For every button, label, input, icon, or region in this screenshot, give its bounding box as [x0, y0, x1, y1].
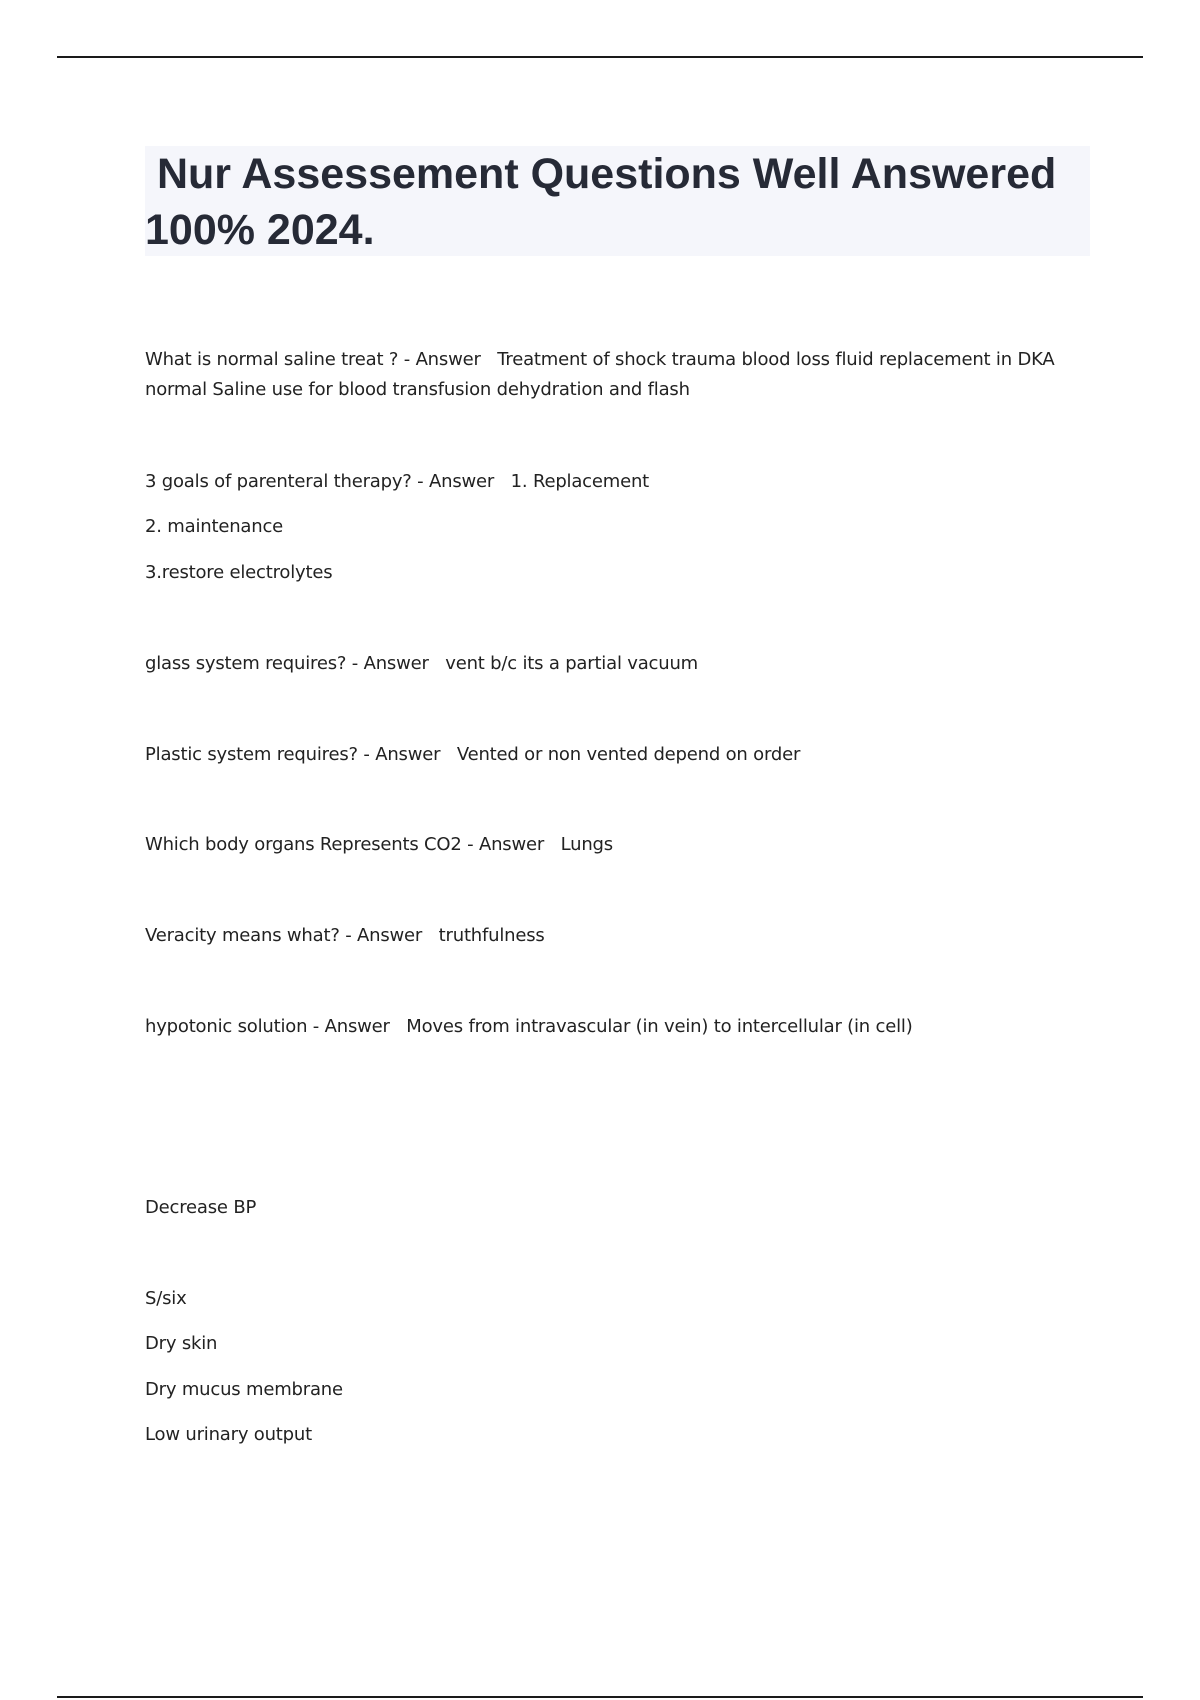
text-line-low-urinary: Low urinary output: [145, 1424, 312, 1445]
header-rule: [57, 56, 1143, 58]
answer-separator: - Answer: [339, 925, 439, 946]
question-text: Veracity means what?: [145, 925, 340, 946]
qa-item-glass-system: [145, 649, 698, 679]
qa-item-plastic-system: [145, 740, 800, 770]
text-line-s-six: S/six: [145, 1288, 187, 1309]
answer-text: vent b/c its a partial vacuum: [445, 653, 698, 674]
question-text: What is normal saline treat ?: [145, 349, 399, 370]
question-text: glass system requires?: [145, 653, 347, 674]
goal-line-2: 2. maintenance: [145, 516, 284, 537]
qa-item-parenteral-goals: [145, 467, 649, 497]
answer-separator: - Answer: [307, 1016, 407, 1037]
answer-separator: - Answer: [398, 349, 498, 370]
question-text: Plastic system requires?: [145, 744, 358, 765]
document-title: Nur Assessement Questions Well Answered 100% 2024.: [145, 150, 1069, 254]
footer-rule: [57, 1696, 1143, 1698]
text-line-decrease-bp: Decrease BP: [145, 1197, 257, 1218]
answer-text: Vented or non vented depend on order: [456, 744, 801, 765]
answer-separator: - Answer: [411, 471, 511, 492]
answer-separator: - Answer: [357, 744, 457, 765]
text-line-dry-skin: Dry skin: [145, 1333, 218, 1354]
answer-text: Lungs: [560, 834, 613, 855]
qa-item-co2-organ: [145, 830, 613, 860]
qa-item-saline: [145, 345, 1085, 405]
question-text: 3 goals of parenteral therapy?: [145, 471, 412, 492]
goal-line-3: 3.restore electrolytes: [145, 562, 333, 583]
question-text: Which body organs Represents CO2: [145, 834, 462, 855]
answer-text: 1. Replacement: [510, 471, 650, 492]
question-text: hypotonic solution: [145, 1016, 308, 1037]
answer-text: Moves from intravascular (in vein) to intercellular (in cell): [406, 1016, 913, 1037]
text-line-dry-mucus: Dry mucus membrane: [145, 1379, 343, 1400]
answer-text: Treatment of shock trauma blood loss fluid replacement in DKA normal Saline use for blood transfusion dehydration and flash: [145, 349, 1061, 400]
qa-item-veracity: [145, 921, 545, 951]
answer-separator: - Answer: [346, 653, 446, 674]
answer-separator: - Answer: [461, 834, 561, 855]
qa-item-hypotonic: [145, 1012, 913, 1042]
answer-text: truthfulness: [438, 925, 545, 946]
